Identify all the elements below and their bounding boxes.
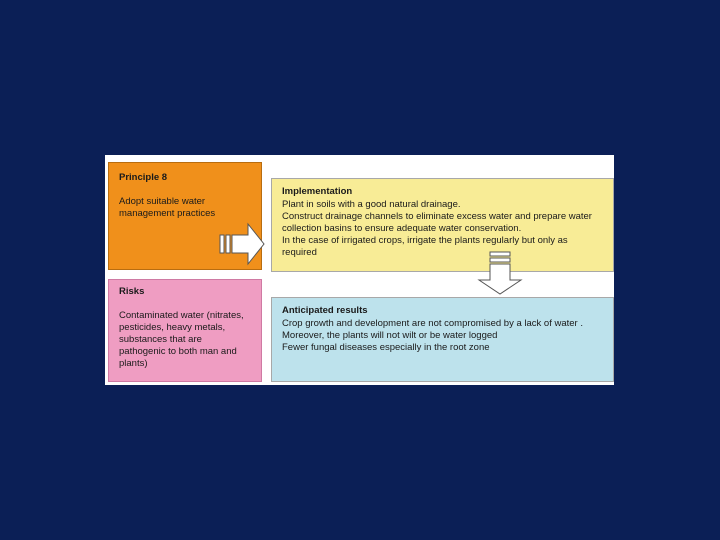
results-line: Fewer fungal diseases especially in the root zone [282, 342, 490, 353]
implementation-box [271, 178, 614, 272]
results-title: Anticipated results [282, 305, 368, 316]
principle-text: Adopt suitable water management practices [119, 196, 216, 219]
implementation-line: Plant in soils with a good natural drainage. [282, 199, 461, 210]
results-line: Crop growth and development are not compromised by a lack of water . Moreover, the plants will not wilt or be water logged [282, 318, 583, 341]
risks-box [108, 279, 262, 382]
anticipated-results-box [271, 297, 614, 382]
diagram-panel [105, 155, 614, 385]
principle-title: Principle 8 [119, 172, 168, 183]
arrow-right-icon [218, 222, 266, 266]
arrow-down-icon [477, 250, 523, 296]
risks-text: Contaminated water (nitrates, pesticides, heavy metals, substances that are pathogenic to both man and plants) [119, 310, 244, 369]
risks-title: Risks [119, 286, 145, 297]
implementation-title: Implementation [282, 186, 353, 197]
implementation-line: Construct drainage channels to eliminate excess water and prepare water collection basins to ensure adequate water conservation. [282, 211, 592, 234]
implementation-line: In the case of irrigated crops, irrigate the plants regularly but only as required [282, 235, 568, 258]
